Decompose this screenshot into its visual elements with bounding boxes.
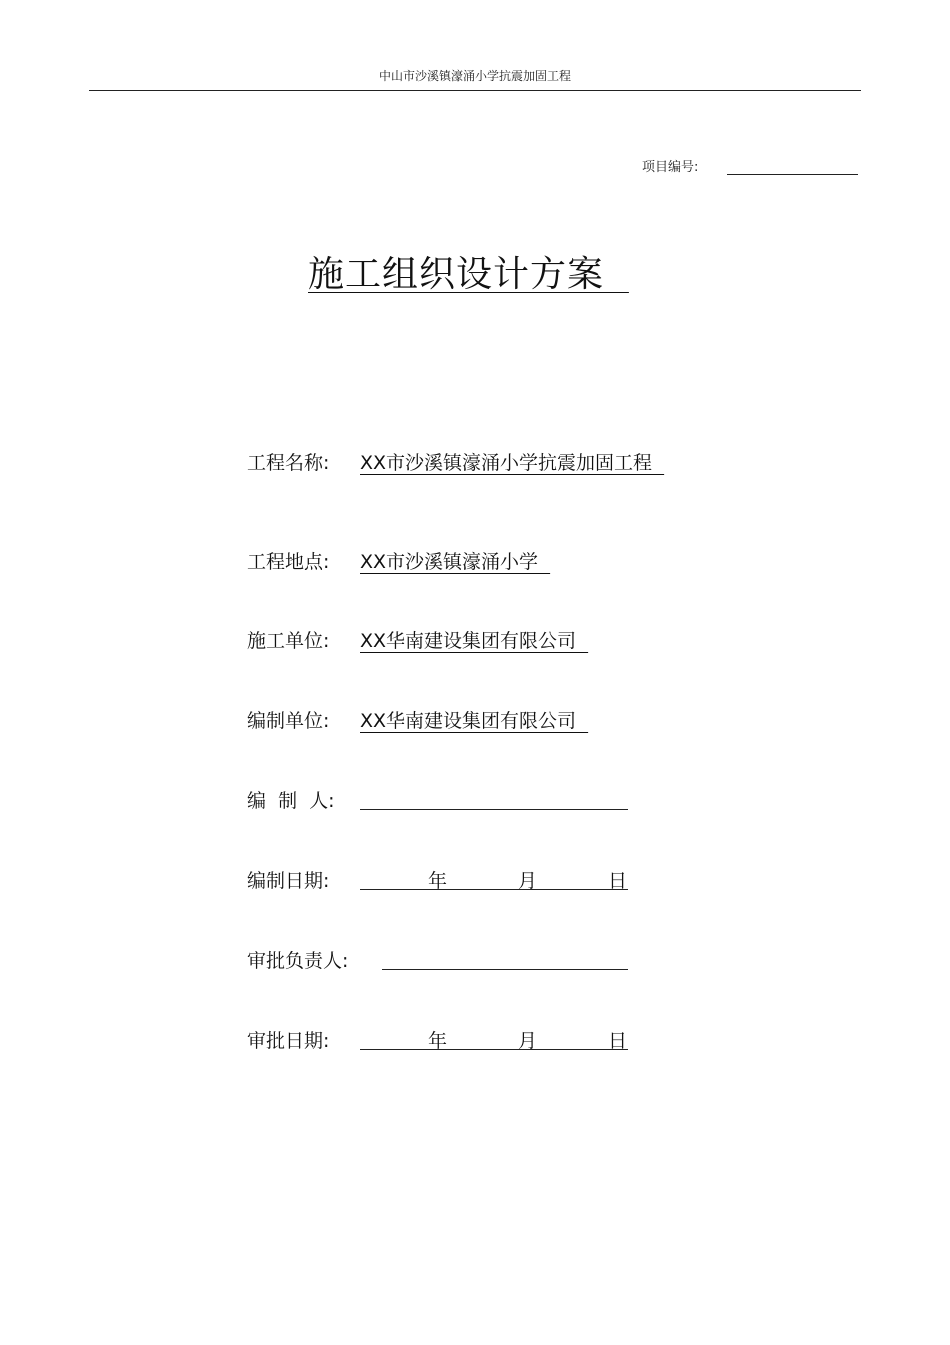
project-number-blank <box>727 174 858 175</box>
project-number-label: 项目编号: <box>642 160 699 175</box>
month-label: 月 <box>518 870 538 892</box>
field-label: 施工单位: <box>247 630 330 652</box>
day-label: 日 <box>608 870 628 892</box>
field-blank-line <box>382 969 628 970</box>
field-value: XX市沙溪镇濠涌小学 <box>360 551 551 573</box>
header-divider <box>89 90 861 91</box>
field-label: 审批负责人: <box>247 950 349 972</box>
field-blank-line <box>360 889 628 890</box>
field-label: 工程名称: <box>247 452 330 474</box>
field-label: 审批日期: <box>247 1030 330 1052</box>
year-label: 年 <box>428 1030 448 1052</box>
field-label: 工程地点: <box>247 551 330 573</box>
document-title: 施工组织设计方案 <box>308 254 629 295</box>
field-label: 编制日期: <box>247 870 330 892</box>
day-label: 日 <box>608 1030 628 1052</box>
field-label: 编制单位: <box>247 710 330 732</box>
field-blank-line <box>360 809 628 810</box>
field-value: XX华南建设集团有限公司 <box>360 710 589 732</box>
year-label: 年 <box>428 870 448 892</box>
field-blank-line <box>360 1049 628 1050</box>
page-header-title: 中山市沙溪镇濠涌小学抗震加固工程 <box>378 69 571 83</box>
field-value: XX市沙溪镇濠涌小学抗震加固工程 <box>360 452 665 474</box>
month-label: 月 <box>518 1030 538 1052</box>
field-value: XX华南建设集团有限公司 <box>360 630 589 652</box>
field-label: 编 制 人: <box>247 790 335 812</box>
